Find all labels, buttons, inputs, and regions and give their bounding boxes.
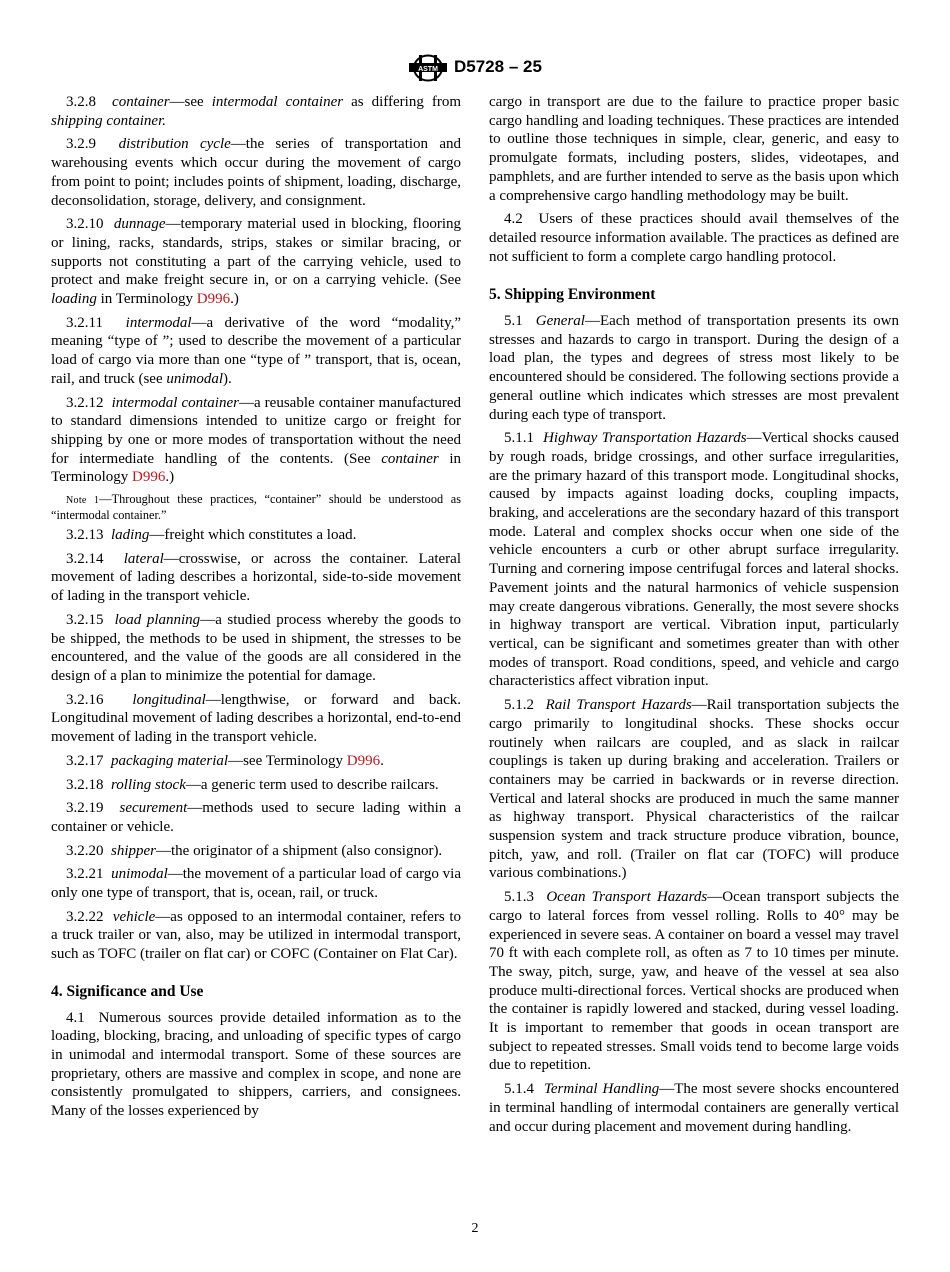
definition-3-2-17: 3.2.17 packaging material—see Terminology D996.	[66, 752, 384, 769]
paragraph-4-1-continued: cargo in transport are due to the failure to practice proper basic cargo handling and loading techniques. These practices are intended to outline those techniques in simple, clear, generic, and easy to promulgate formats, including posters, slides, videotapes, and pamphlets, and are further intended to serve as the basis upon which a comprehensive cargo handling methodology may be built.	[489, 94, 899, 204]
astm-logo-icon	[407, 53, 449, 83]
svg-text:ASTM: ASTM	[418, 66, 438, 73]
paragraph-5-1: 5.1 General—Each method of transportation presents its own stresses and hazards to cargo in transport. During the design of a load plan, the types and degrees of stress most likely to be encountered should be considered. The following sections provide a general outline which indicates which stresses are most prevalent during each type of transport.	[489, 313, 900, 423]
definition-3-2-18: 3.2.18 rolling stock—a generic term used to describe railcars.	[66, 776, 439, 793]
paragraph-4-2: 4.2 Users of these practices should avail themselves of the detailed resource information available. The practices as defined are not sufficient to form a complete cargo handling protocol.	[489, 211, 900, 265]
paragraph-5-1-2: 5.1.2 Rail Transport Hazards—Rail transportation subjects the cargo primarily to longitudinal shocks. These shocks occur routinely when railcars are coupled, and as slack in railcar couplings is taken up during braking and acceleration. Trailers or containers may be carried in backwards or in reverse direction. Vertical and lateral shocks are produced in much the same manner as highway transport. Physical characteristics of the railcar suspension system and track structure produce vibration, bounce, pitch, yaw, and roll. (Trailer on flat car (TOFC) will produce various combinations.)	[489, 697, 900, 882]
definition-3-2-21: 3.2.21 unimodal—the movement of a particular load of cargo via only one type of transport, that is, ocean, rail, or truck.	[51, 866, 461, 902]
definition-3-2-14: 3.2.14 lateral—crosswise, or across the container. Lateral movement of lading describes a horizontal, side-to-side movement of lading in the transport vehicle.	[51, 550, 461, 605]
right-column	[489, 93, 899, 1141]
definition-3-2-8: 3.2.8 container—see intermodal container as differing from shipping container.	[51, 94, 461, 129]
definition-3-2-20: 3.2.20 shipper—the originator of a shipment (also consignor).	[66, 842, 443, 859]
paragraph-4-1: 4.1 Numerous sources provide detailed information as to the loading, blocking, bracing, and unloading of specific types of cargo in unimodal and intermodal transport. Some of these sources are proprietary, others are massive and complex in scope, and none are consistently promulgated to shippers, carriers, and consignees. Many of the losses experienced by	[51, 1009, 462, 1120]
reference-link-d996[interactable]: D996	[196, 291, 231, 308]
definition-3-2-19: 3.2.19 securement—methods used to secure lading within a container or vehicle.	[51, 800, 461, 835]
definition-3-2-12: 3.2.12 intermodal container—a reusable container manufactured to standard dimensions intended to unitize cargo or freight for shipping by one or more modes of transportation without the need for intermediate handling of the contents. (See container in Terminology D996.)	[51, 394, 461, 486]
document-id: D5728 – 25	[454, 57, 542, 76]
definition-3-2-9: 3.2.9 distribution cycle—the series of transportation and warehousing events which occur during the movement of cargo from point to point; includes points of shipment, loading, discharge, deconsolidation, storage, delivery, and consignment.	[51, 136, 462, 209]
paragraph-5-1-3: 5.1.3 Ocean Transport Hazards—Ocean transport subjects the cargo to lateral forces from vessel rolling. Rolls to 40° may be experienced in severe seas. A container on board a vessel may travel 70 ft with each complete roll, as often as 7 to 10 times per minute. The sway, pitch, surge, yaw, and heave of the vessel at sea also produce multi-directional forces. Vertical shocks are produced when the container is rapidly lowered and stacked, during vessel loading. It is important to remember that goods in ocean transport are subject to repeated stresses. Small voids tend to become large voids due to repetition.	[489, 889, 900, 1074]
definition-3-2-22: 3.2.22 vehicle—as opposed to an intermodal container, refers to a truck trailer or van, also, may be utilized in intermodal transport, such as TOFC (trailer on flat car) or COFC (Container on Flat Car).	[51, 908, 461, 963]
reference-link-d996[interactable]: D996	[132, 469, 166, 486]
left-column	[51, 93, 461, 1126]
definition-3-2-16: 3.2.16 longitudinal—lengthwise, or forward and back. Longitudinal movement of lading describes a horizontal, end-to-end movement of lading in the transport vehicle.	[51, 691, 461, 746]
note-1: Note 1—Throughout these practices, “container” should be understood as “intermodal container.”	[51, 492, 461, 523]
paragraph-5-1-1: 5.1.1 Highway Transportation Hazards—Vertical shocks caused by rough roads, bridge crossings, and other surface irregularities, are the primary hazard of this transport mode. Longitudinal shocks, caused by impacts against loading docks, coupling impacts, braking, and accelerations are the secondary hazard of this transport mode. Lateral and complex shocks occur when one side of the vehicle encounters a curb or other abrupt surface irregularity. Turning and cornering impose centrifugal forces and lateral shocks. Pavement joints and the natural harmonics of vehicle suspension may create dangerous vibrations. Generally, the most severe shocks in highway transport are vertical. Vibration input, particularly vertical, can be significant and sometimes greater than with other modes of transport. Road conditions, speed, and vehicle and cargo characteristics affect vibration input.	[489, 430, 899, 690]
definition-3-2-15: 3.2.15 load planning—a studied process whereby the goods to be shipped, the methods to be used in shipment, the stresses to be encountered, and the value of the goods are all considered in the design of a plan to minimize the potential for damage.	[51, 611, 461, 684]
definition-3-2-10: 3.2.10 dunnage—temporary material used in blocking, flooring or lining, racks, standards, strips, stakes or similar bracing, or supports not constituting a part of the carrying vehicle, used to protect and make freight secure in, or on a carrying vehicle. (See loading in Terminology D996.)	[51, 216, 461, 308]
page-header	[0, 53, 950, 83]
definition-3-2-11: 3.2.11 intermodal—a derivative of the word “modality,” meaning “type of ”; used to describe the movement of a particular load of cargo via more than one “type of ” transport, that is, ocean, rail, and truck (see unimodal).	[51, 314, 461, 387]
definition-3-2-13: 3.2.13 lading—freight which constitutes a load.	[66, 527, 357, 544]
section-4-heading: 4. Significance and Use	[51, 982, 204, 1000]
page-number: 2	[471, 1221, 479, 1236]
paragraph-5-1-4: 5.1.4 Terminal Handling—The most severe shocks encountered in terminal handling of intermodal containers are generally vertical and occur during placement and movement during handling.	[489, 1081, 899, 1135]
reference-link-d996[interactable]: D996	[346, 752, 381, 769]
section-5-heading: 5. Shipping Environment	[489, 286, 656, 304]
